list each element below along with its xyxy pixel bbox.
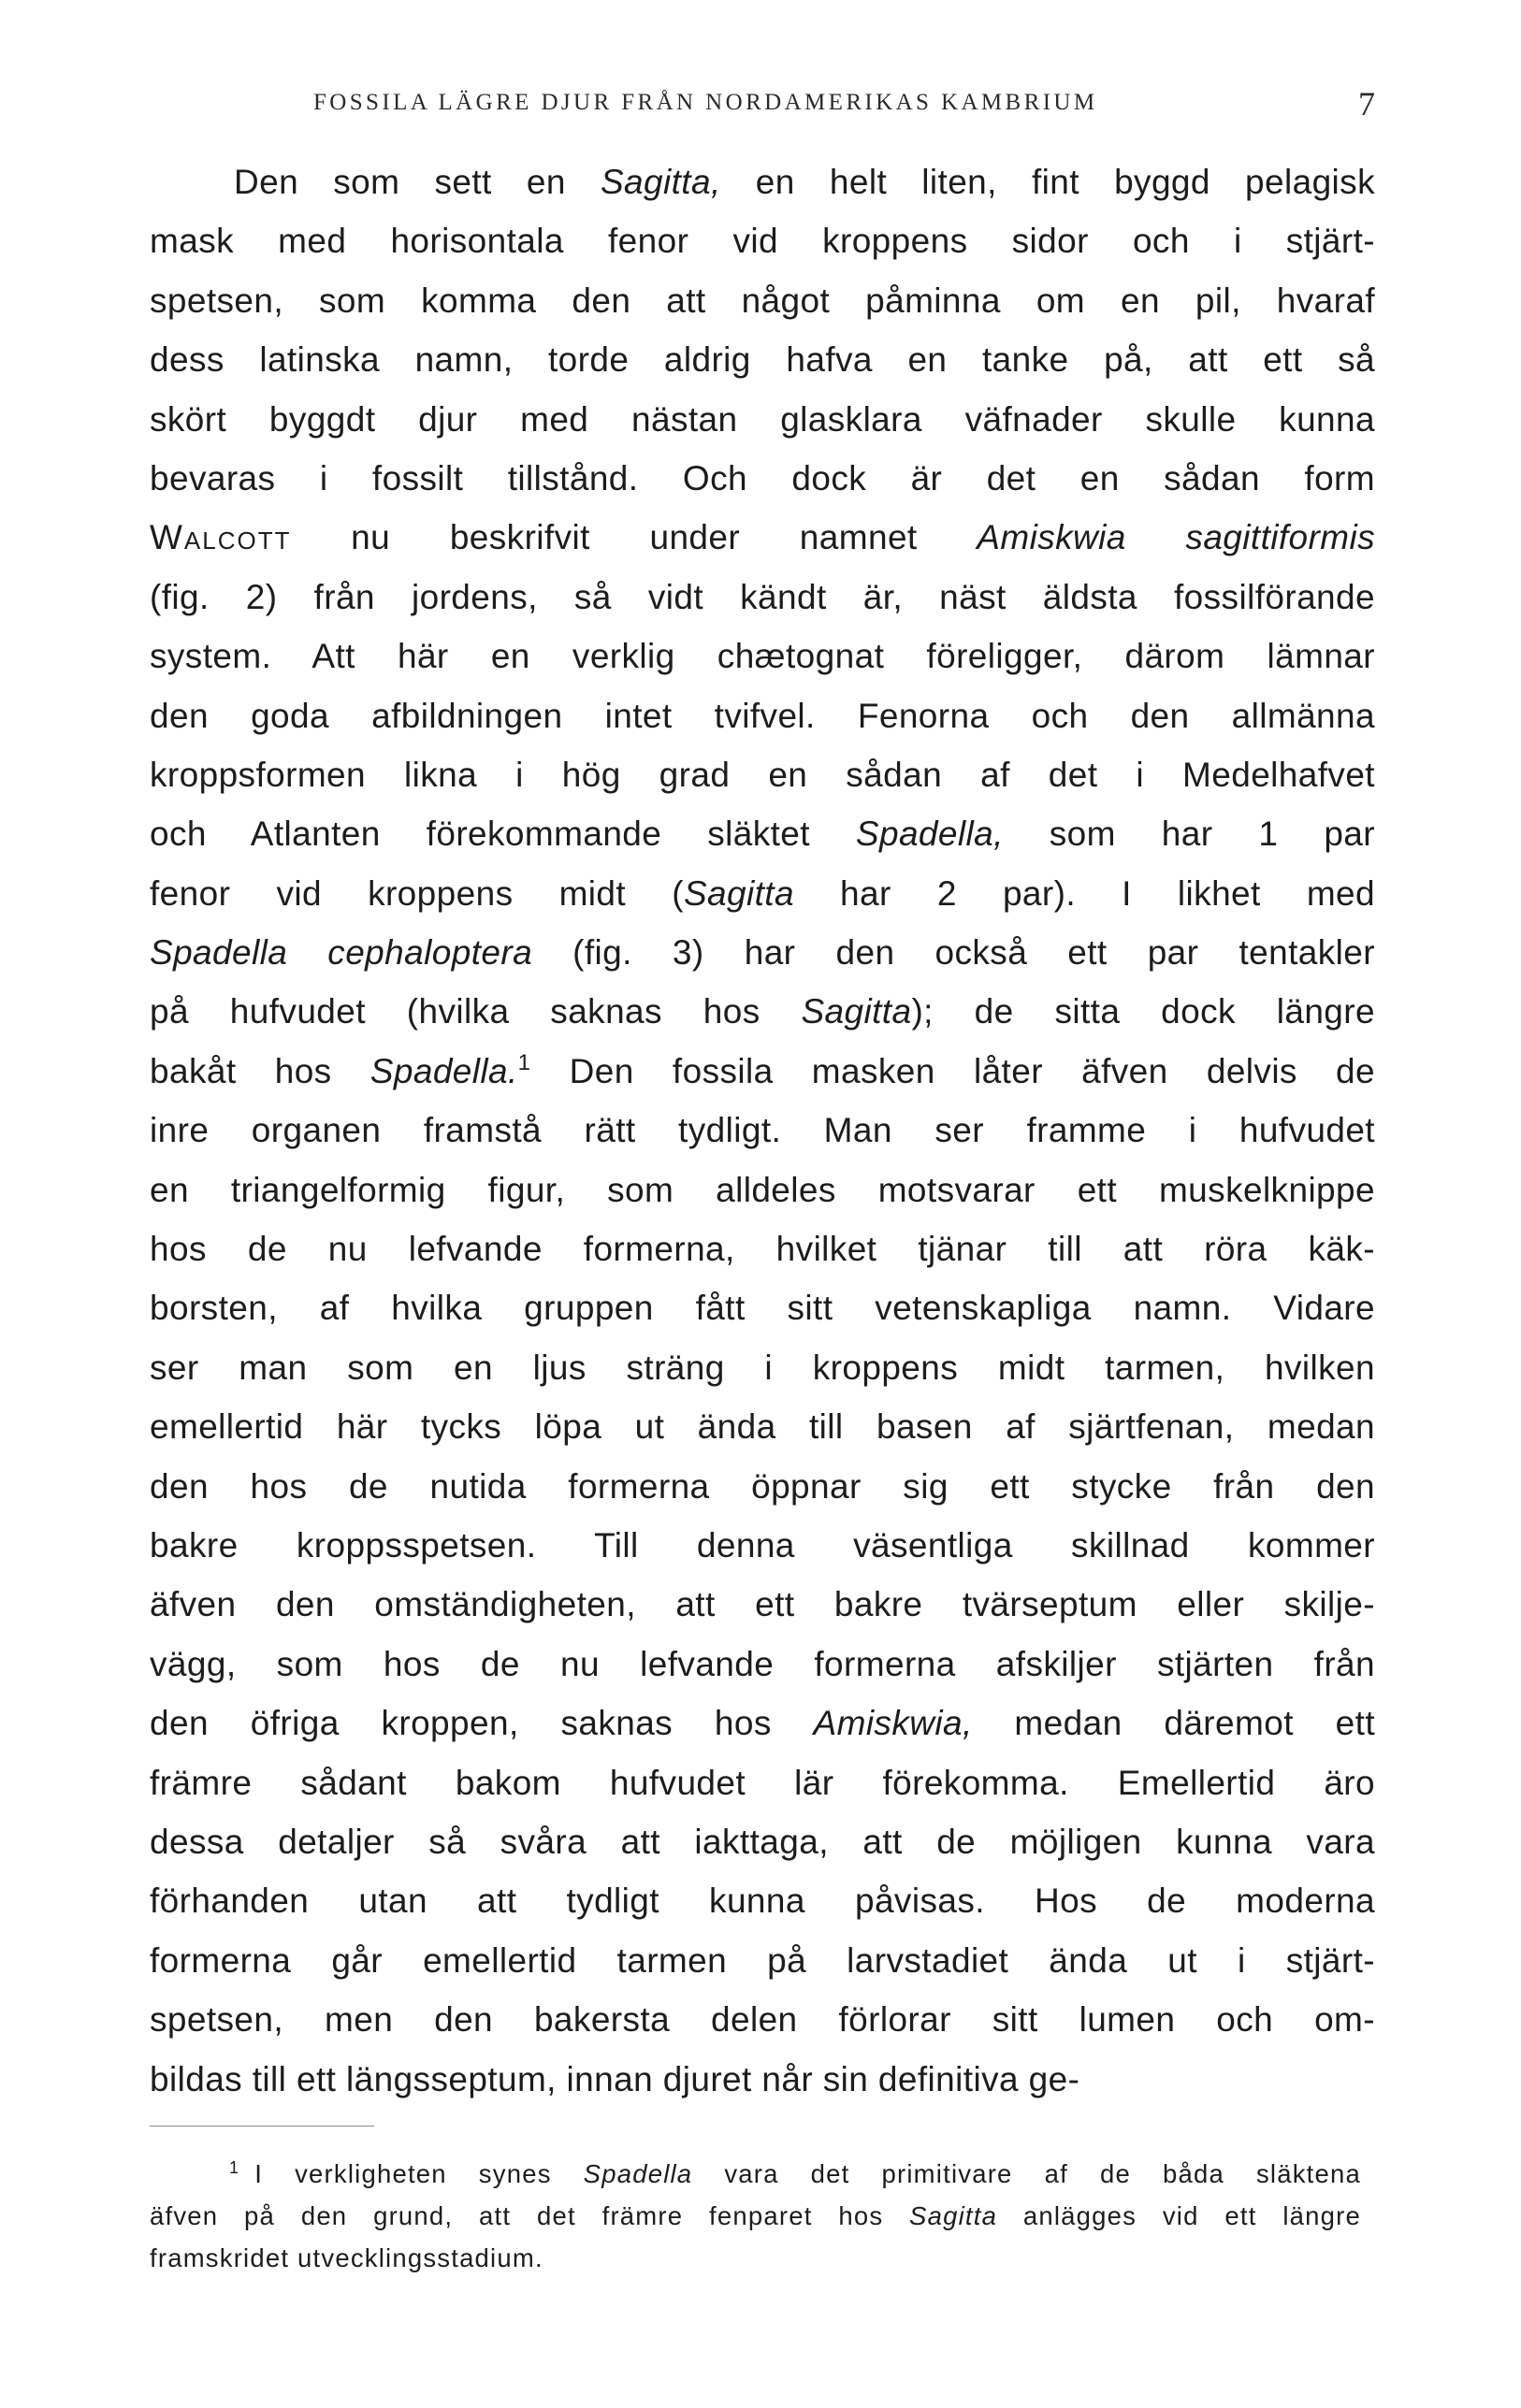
text-run: (fig. 3) har den också ett par tentakler (532, 933, 1375, 973)
text-line (150, 1042, 1375, 1101)
text-line: den hos de nutida formerna öppnar sig ett stycke från den (150, 1466, 1375, 1506)
text-line: förhanden utan att tydligt kunna påvisas. Hos de moderna (150, 1882, 1375, 1921)
text-line: system. Att här en verklig chætognat föreligger, därom lämnar (150, 637, 1375, 676)
text-line: främre sådant bakom hufvudet lär förekomma. Emellertid äro (150, 1763, 1375, 1802)
text-line (150, 923, 1375, 982)
text-line: den goda afbildningen intet tvifvel. Fenorna och den allmänna (150, 696, 1375, 735)
text-run: på hufvudet (hvilka saknas hos (150, 992, 802, 1031)
text-line (150, 982, 1375, 1041)
footnote-line (150, 2153, 1361, 2195)
italic-term: Sagitta, (600, 163, 721, 201)
text-run: anlägges vid ett längre (997, 2201, 1361, 2230)
text-line: äfven den omständigheten, att ett bakre tvärseptum eller skilje- (150, 1585, 1375, 1624)
text-line: borsten, af hvilka gruppen fått sitt vetenskapliga namn. Vidare (150, 1289, 1375, 1328)
italic-term: Spadella (583, 2159, 693, 2188)
text-run: nu beskrifvit under namnet (291, 518, 978, 557)
text-line: bevaras i fossilt tillstånd. Och dock är det en sådan form (150, 458, 1375, 497)
italic-term: Spadella cephaloptera (150, 933, 533, 973)
text-line: vägg, som hos de nu lefvande formerna afskiljer stjärten från (150, 1644, 1375, 1683)
text-run: har 2 par). I likhet med (793, 873, 1375, 913)
text-line: kroppsformen likna i hög grad en sådan af det i Medelhafvet (150, 755, 1375, 794)
text-run: fenor vid kroppens midt ( (150, 873, 684, 913)
footnote-line: framskridet utvecklingsstadium. (150, 2243, 543, 2272)
italic-term: Spadella, (855, 815, 1004, 854)
italic-term: Sagitta (909, 2201, 998, 2230)
text-line: (fig. 2) från jordens, så vidt kändt är, näst äldsta fossilförande (150, 577, 1375, 616)
author-name: Walcott (150, 518, 292, 557)
text-run: som har 1 par (1003, 815, 1375, 854)
italic-term: Amiskwia, (813, 1704, 973, 1743)
text-line (150, 864, 1375, 923)
text-run: medan däremot ett (972, 1704, 1376, 1743)
text-run: och Atlanten förekommande släktet (150, 815, 856, 854)
text-line: inre organen framstå rätt tydligt. Man ser framme i hufvudet (150, 1111, 1375, 1150)
text-line: ser man som en ljus sträng i kroppens midt tarmen, hvilken (150, 1348, 1375, 1387)
text-line (150, 508, 1375, 567)
text-run: ); de sitta dock längre (911, 992, 1375, 1031)
text-line: mask med horisontala fenor vid kroppens sidor och i stjärt- (150, 222, 1375, 261)
text-run: den öfriga kroppen, saknas hos (150, 1704, 814, 1743)
text-line: formerna går emellertid tarmen på larvstadiet ända ut i stjärt- (150, 1940, 1375, 1980)
body-text (150, 152, 1375, 2109)
text-run: en helt liten, fint byggd pelagisk (720, 163, 1375, 201)
text-run: Den fossila masken låter äfven delvis de (530, 1051, 1375, 1090)
footnote-reference[interactable]: 1 (517, 1049, 531, 1075)
footnote-line (150, 2195, 1361, 2237)
italic-term: Sagitta (683, 873, 794, 913)
footnote (150, 2153, 1361, 2279)
text-run: Den som sett en (234, 163, 601, 201)
page-number: 7 (1358, 85, 1375, 123)
text-run: äfven på den grund, att det främre fenparet hos (150, 2201, 910, 2230)
italic-term: Sagitta (801, 992, 912, 1031)
text-run: vara det primitivare af de båda släktena (692, 2159, 1361, 2188)
text-line: bakre kroppsspetsen. Till denna väsentliga skillnad kommer (150, 1525, 1375, 1564)
italic-term: Amiskwia sagittiformis (977, 518, 1375, 557)
text-line: dessa detaljer så svåra att iakttaga, att de möjligen kunna vara (150, 1822, 1375, 1861)
text-line: spetsen, men den bakersta delen förlorar sitt lumen och om- (150, 2000, 1375, 2040)
text-run: I verkligheten synes (254, 2159, 584, 2188)
footnote-marker: 1 (229, 2158, 240, 2177)
text-line: skört byggdt djur med nästan glasklara väfnader skulle kunna (150, 399, 1375, 439)
text-line: spetsen, som komma den att något påminna om en pil, hvaraf (150, 281, 1375, 320)
text-line: bildas till ett längsseptum, innan djuret når sin definitiva ge- (150, 2059, 1080, 2098)
text-line (150, 1694, 1375, 1752)
italic-term: Spadella. (369, 1051, 518, 1090)
text-line (150, 152, 1375, 211)
footnote-rule (150, 2126, 374, 2127)
text-line: emellertid här tycks löpa ut ända till basen af sjärtfenan, medan (150, 1407, 1375, 1447)
running-head (150, 82, 1375, 123)
text-line: dess latinska namn, torde aldrig hafva en tanke på, att ett så (150, 340, 1375, 380)
text-line: en triangelformig figur, som alldeles motsvarar ett muskelknippe (150, 1170, 1375, 1209)
text-run: bakåt hos (150, 1051, 370, 1090)
text-line: hos de nu lefvande formerna, hvilket tjänar till att röra käk- (150, 1230, 1375, 1269)
running-title: FOSSILA LÄGRE DJUR FRÅN NORDAMERIKAS KAMBRIUM (313, 90, 1098, 115)
text-line (150, 804, 1375, 863)
